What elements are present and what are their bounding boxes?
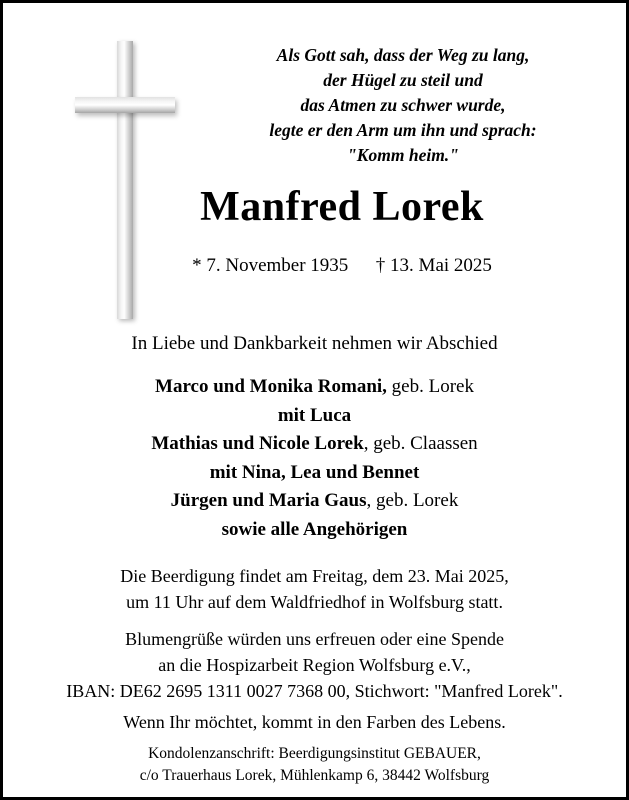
verse-line-3: das Atmen zu schwer wurde, bbox=[300, 95, 506, 115]
birth-date: 7. November 1935 bbox=[206, 255, 349, 276]
family-list bbox=[3, 373, 626, 544]
verse-line-2: der Hügel zu steil und bbox=[323, 70, 483, 90]
family-member-row bbox=[3, 373, 626, 402]
family-member-row bbox=[3, 516, 626, 545]
verse-line-4: legte er den Arm um ihn und sprach: bbox=[269, 120, 537, 140]
deceased-name: Manfred Lorek bbox=[200, 184, 484, 230]
life-dates bbox=[3, 255, 626, 277]
donation-line-2: an die Hospizarbeit Region Wolfsburg e.V., bbox=[158, 655, 471, 675]
death-symbol: † bbox=[375, 255, 386, 276]
dress-code-note: Wenn Ihr möchtet, kommt in den Farben des Lebens. bbox=[123, 712, 506, 732]
family-member-row bbox=[3, 487, 626, 516]
family-member-row bbox=[3, 459, 626, 488]
family-member-name: Marco und Monika Romani, bbox=[155, 376, 387, 397]
donation-details bbox=[3, 626, 626, 704]
family-member-row bbox=[3, 402, 626, 431]
family-member-name: mit Luca bbox=[277, 404, 352, 426]
memorial-verse bbox=[203, 43, 603, 168]
death-date: 13. Mai 2025 bbox=[390, 255, 492, 276]
family-member-name: mit Nina, Lea und Bennet bbox=[209, 461, 420, 483]
condolence-address bbox=[3, 743, 626, 787]
family-member-row bbox=[3, 430, 626, 459]
family-member-name: Mathias und Nicole Lorek bbox=[151, 433, 364, 454]
verse-line-5: "Komm heim." bbox=[347, 145, 459, 165]
condolence-line-1: Kondolenzanschrift: Beerdigungsinstitut GEBAUER, bbox=[148, 745, 481, 762]
condolence-line-2: c/o Trauerhaus Lorek, Mühlenkamp 6, 38442 Wolfsburg bbox=[139, 767, 490, 784]
farewell-line: In Liebe und Dankbarkeit nehmen wir Abschied bbox=[131, 333, 498, 354]
birth-symbol: * bbox=[192, 255, 202, 276]
verse-line-1: Als Gott sah, dass der Weg zu lang, bbox=[276, 45, 530, 65]
family-member-suffix: , geb. Claassen bbox=[363, 433, 478, 454]
family-member-suffix: , geb. Lorek bbox=[366, 490, 459, 511]
family-member-name: sowie alle Angehörigen bbox=[221, 518, 408, 540]
donation-iban: IBAN: DE62 2695 1311 0027 7368 00, Stichwort: "Manfred Lorek". bbox=[66, 681, 563, 701]
funeral-details bbox=[3, 563, 626, 615]
obituary-content bbox=[3, 3, 626, 797]
family-member-suffix: geb. Lorek bbox=[386, 376, 474, 397]
donation-line-1: Blumengrüße würden uns erfreuen oder eine Spende bbox=[125, 629, 504, 649]
funeral-line-1: Die Beerdigung findet am Freitag, dem 23. Mai 2025, bbox=[120, 566, 509, 586]
funeral-line-2: um 11 Uhr auf dem Waldfriedhof in Wolfsburg statt. bbox=[126, 592, 503, 612]
family-member-name: Jürgen und Maria Gaus bbox=[170, 490, 367, 511]
